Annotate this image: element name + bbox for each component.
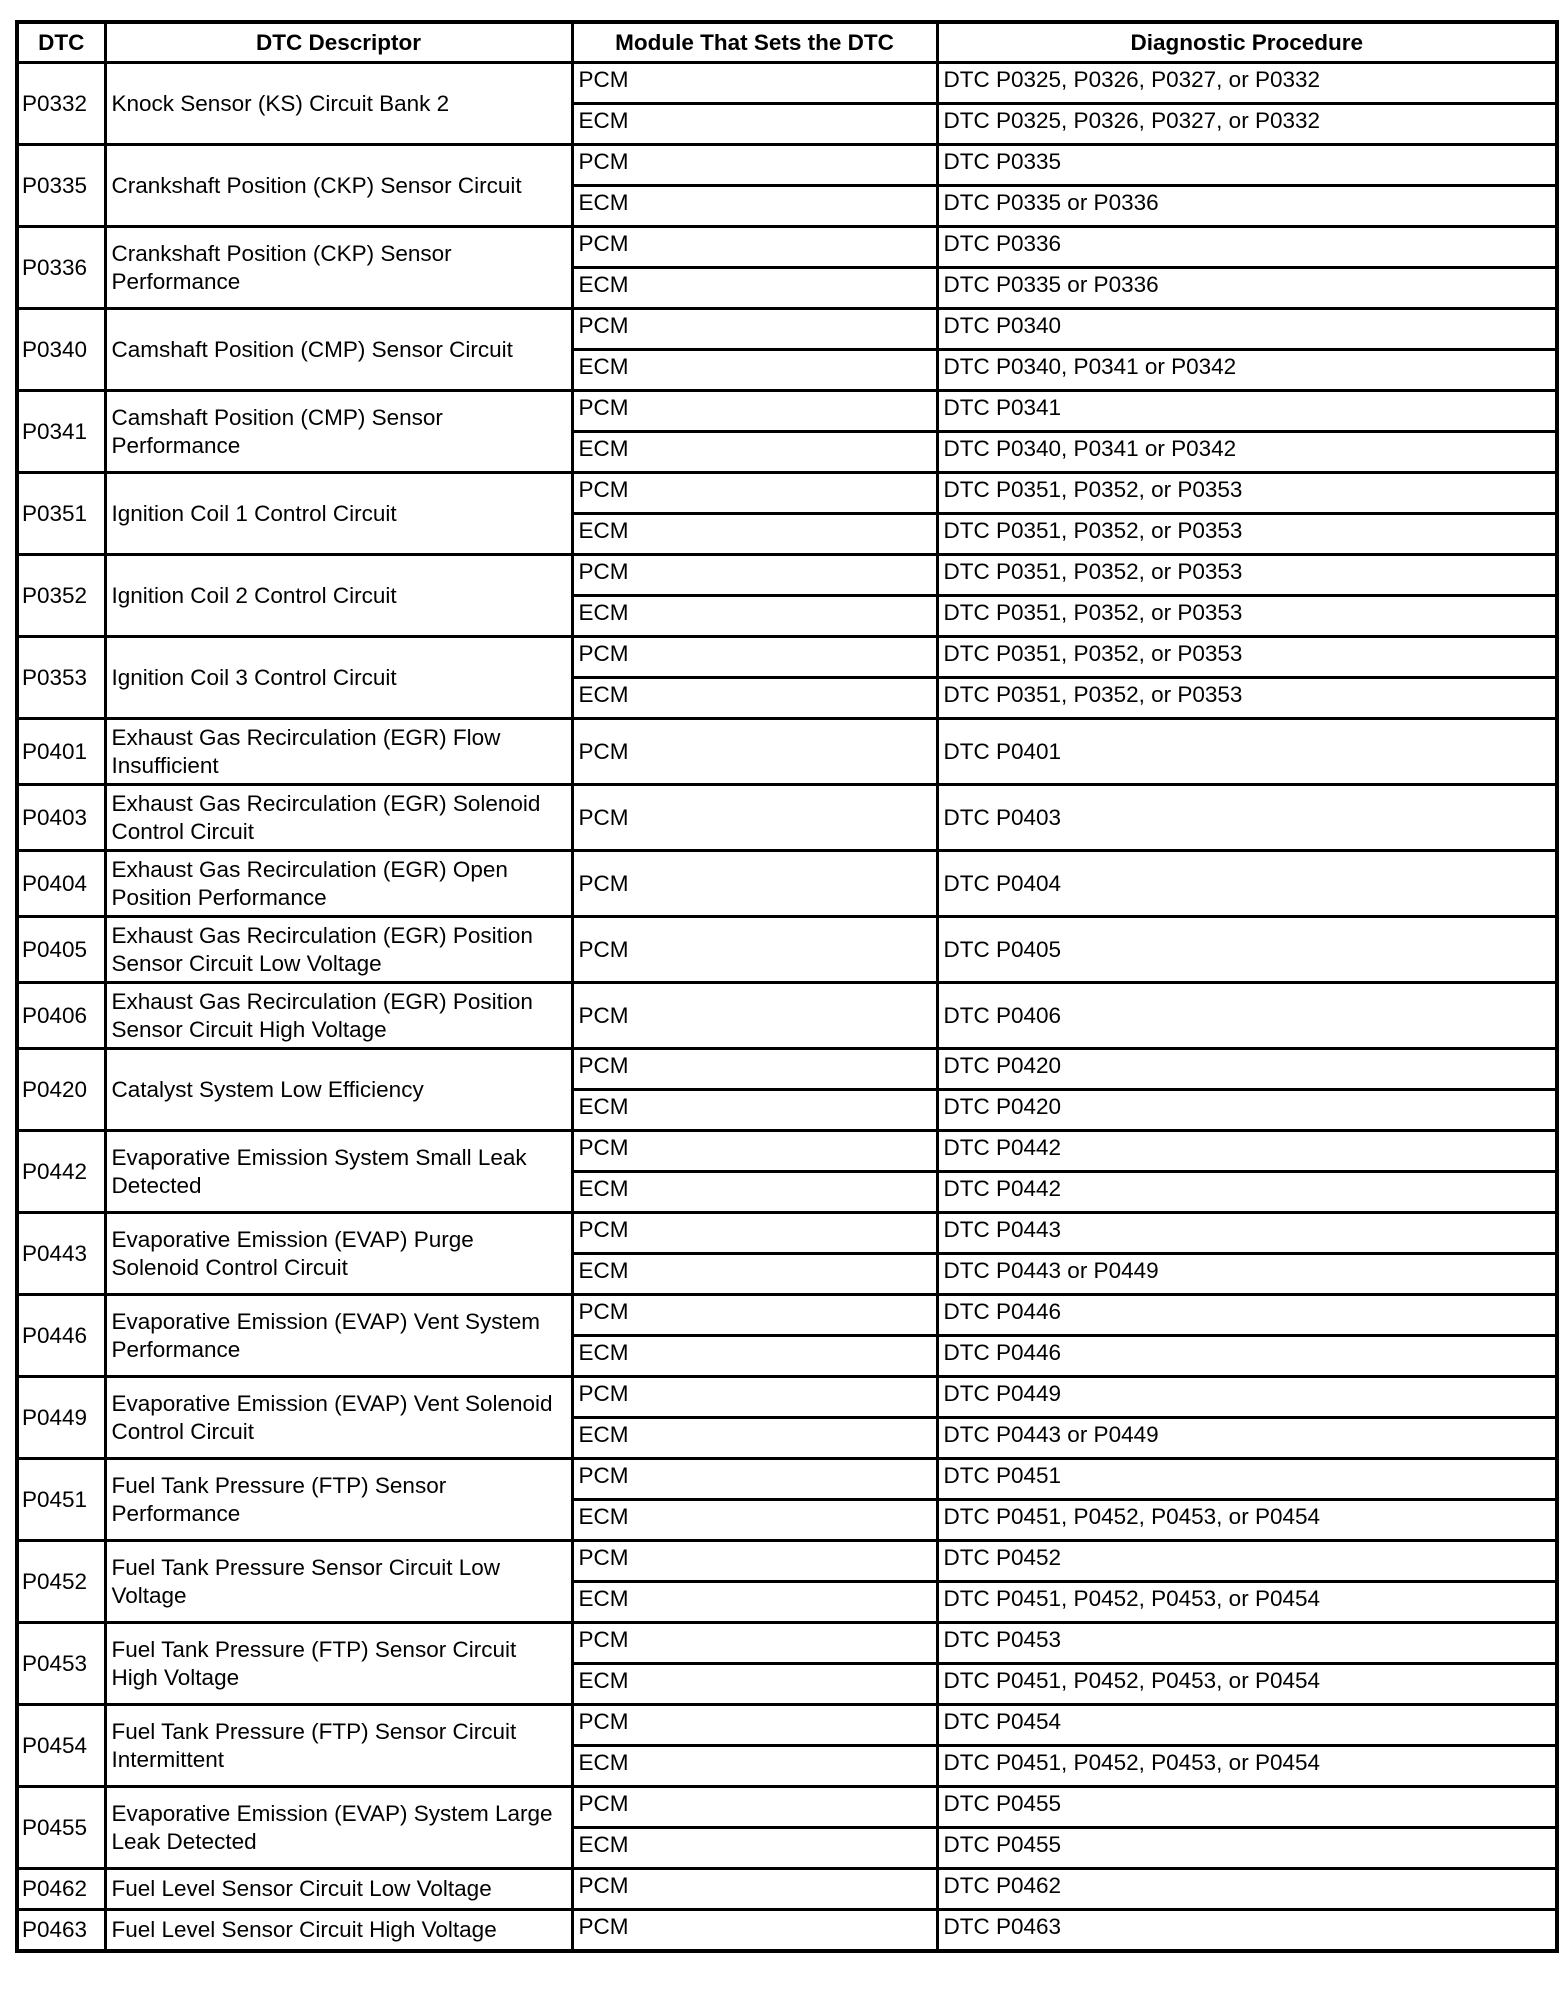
table-row <box>17 145 1557 186</box>
procedure-cell: DTC P0443 <box>937 1213 1557 1254</box>
table-row <box>17 1869 1557 1910</box>
dtc-code: P0462 <box>17 1869 105 1910</box>
dtc-descriptor: Fuel Level Sensor Circuit High Voltage <box>105 1910 572 1952</box>
table-row <box>17 1787 1557 1828</box>
dtc-descriptor: Crankshaft Position (CKP) Sensor Performance <box>105 227 572 309</box>
procedure-cell: DTC P0442 <box>937 1131 1557 1172</box>
procedure-cell: DTC P0451, P0452, P0453, or P0454 <box>937 1746 1557 1787</box>
module-cell: ECM <box>572 1172 937 1213</box>
table-row <box>17 473 1557 514</box>
procedure-cell: DTC P0443 or P0449 <box>937 1254 1557 1295</box>
header-module: Module That Sets the DTC <box>572 22 937 63</box>
module-cell: PCM <box>572 1787 937 1828</box>
dtc-code: P0401 <box>17 719 105 785</box>
dtc-descriptor: Camshaft Position (CMP) Sensor Circuit <box>105 309 572 391</box>
procedure-cell: DTC P0451 <box>937 1459 1557 1500</box>
table-row <box>17 917 1557 983</box>
module-cell: PCM <box>572 1213 937 1254</box>
dtc-code: P0332 <box>17 63 105 145</box>
table-row <box>17 719 1557 785</box>
dtc-descriptor: Exhaust Gas Recirculation (EGR) Position Sensor Circuit High Voltage <box>105 983 572 1049</box>
header-descriptor: DTC Descriptor <box>105 22 572 63</box>
dtc-code: P0351 <box>17 473 105 555</box>
dtc-code: P0452 <box>17 1541 105 1623</box>
dtc-code: P0341 <box>17 391 105 473</box>
table-row <box>17 1705 1557 1746</box>
dtc-code: P0449 <box>17 1377 105 1459</box>
table-row <box>17 983 1557 1049</box>
dtc-descriptor: Exhaust Gas Recirculation (EGR) Solenoid Control Circuit <box>105 785 572 851</box>
module-cell: ECM <box>572 432 937 473</box>
procedure-cell: DTC P0325, P0326, P0327, or P0332 <box>937 104 1557 145</box>
dtc-code: P0455 <box>17 1787 105 1869</box>
procedure-cell: DTC P0404 <box>937 851 1557 917</box>
module-cell: PCM <box>572 473 937 514</box>
procedure-cell: DTC P0351, P0352, or P0353 <box>937 678 1557 719</box>
procedure-cell: DTC P0462 <box>937 1869 1557 1910</box>
dtc-descriptor: Fuel Tank Pressure (FTP) Sensor Performance <box>105 1459 572 1541</box>
procedure-cell: DTC P0443 or P0449 <box>937 1418 1557 1459</box>
dtc-descriptor: Ignition Coil 1 Control Circuit <box>105 473 572 555</box>
procedure-cell: DTC P0442 <box>937 1172 1557 1213</box>
module-cell: PCM <box>572 555 937 596</box>
module-cell: PCM <box>572 1705 937 1746</box>
dtc-descriptor: Ignition Coil 3 Control Circuit <box>105 637 572 719</box>
table-row <box>17 63 1557 104</box>
procedure-cell: DTC P0452 <box>937 1541 1557 1582</box>
module-cell: ECM <box>572 268 937 309</box>
dtc-table <box>15 20 1559 1953</box>
dtc-code: P0404 <box>17 851 105 917</box>
procedure-cell: DTC P0455 <box>937 1787 1557 1828</box>
module-cell: PCM <box>572 1541 937 1582</box>
module-cell: ECM <box>572 1828 937 1869</box>
module-cell: ECM <box>572 1254 937 1295</box>
procedure-cell: DTC P0340, P0341 or P0342 <box>937 350 1557 391</box>
dtc-descriptor: Knock Sensor (KS) Circuit Bank 2 <box>105 63 572 145</box>
procedure-cell: DTC P0351, P0352, or P0353 <box>937 596 1557 637</box>
table-row <box>17 1213 1557 1254</box>
module-cell: ECM <box>572 596 937 637</box>
module-cell: ECM <box>572 514 937 555</box>
module-cell: ECM <box>572 1500 937 1541</box>
dtc-descriptor: Fuel Tank Pressure (FTP) Sensor Circuit Intermittent <box>105 1705 572 1787</box>
table-row <box>17 1623 1557 1664</box>
table-header-row <box>17 22 1557 63</box>
dtc-code: P0446 <box>17 1295 105 1377</box>
procedure-cell: DTC P0336 <box>937 227 1557 268</box>
dtc-code: P0454 <box>17 1705 105 1787</box>
dtc-descriptor: Fuel Tank Pressure (FTP) Sensor Circuit High Voltage <box>105 1623 572 1705</box>
module-cell: ECM <box>572 1582 937 1623</box>
procedure-cell: DTC P0351, P0352, or P0353 <box>937 637 1557 678</box>
module-cell: PCM <box>572 1910 937 1952</box>
table-row <box>17 227 1557 268</box>
module-cell: PCM <box>572 1049 937 1090</box>
procedure-cell: DTC P0403 <box>937 785 1557 851</box>
procedure-cell: DTC P0451, P0452, P0453, or P0454 <box>937 1664 1557 1705</box>
procedure-cell: DTC P0455 <box>937 1828 1557 1869</box>
module-cell: PCM <box>572 1623 937 1664</box>
dtc-code: P0340 <box>17 309 105 391</box>
module-cell: PCM <box>572 1869 937 1910</box>
table-row <box>17 1377 1557 1418</box>
table-row <box>17 391 1557 432</box>
procedure-cell: DTC P0420 <box>937 1090 1557 1131</box>
procedure-cell: DTC P0449 <box>937 1377 1557 1418</box>
dtc-code: P0420 <box>17 1049 105 1131</box>
module-cell: PCM <box>572 1377 937 1418</box>
dtc-code: P0405 <box>17 917 105 983</box>
module-cell: PCM <box>572 1295 937 1336</box>
procedure-cell: DTC P0420 <box>937 1049 1557 1090</box>
procedure-cell: DTC P0451, P0452, P0453, or P0454 <box>937 1582 1557 1623</box>
dtc-descriptor: Exhaust Gas Recirculation (EGR) Position Sensor Circuit Low Voltage <box>105 917 572 983</box>
procedure-cell: DTC P0453 <box>937 1623 1557 1664</box>
procedure-cell: DTC P0454 <box>937 1705 1557 1746</box>
module-cell: PCM <box>572 145 937 186</box>
dtc-descriptor: Exhaust Gas Recirculation (EGR) Flow Insufficient <box>105 719 572 785</box>
dtc-code: P0336 <box>17 227 105 309</box>
table-row <box>17 1459 1557 1500</box>
dtc-descriptor: Evaporative Emission (EVAP) Purge Solenoid Control Circuit <box>105 1213 572 1295</box>
dtc-code: P0335 <box>17 145 105 227</box>
dtc-descriptor: Crankshaft Position (CKP) Sensor Circuit <box>105 145 572 227</box>
dtc-descriptor: Catalyst System Low Efficiency <box>105 1049 572 1131</box>
module-cell: PCM <box>572 917 937 983</box>
module-cell: ECM <box>572 350 937 391</box>
dtc-descriptor: Evaporative Emission (EVAP) Vent Solenoid Control Circuit <box>105 1377 572 1459</box>
procedure-cell: DTC P0446 <box>937 1295 1557 1336</box>
procedure-cell: DTC P0351, P0352, or P0353 <box>937 473 1557 514</box>
dtc-code: P0406 <box>17 983 105 1049</box>
header-dtc: DTC <box>17 22 105 63</box>
dtc-descriptor: Ignition Coil 2 Control Circuit <box>105 555 572 637</box>
module-cell: PCM <box>572 227 937 268</box>
module-cell: ECM <box>572 1746 937 1787</box>
header-procedure: Diagnostic Procedure <box>937 22 1557 63</box>
module-cell: PCM <box>572 391 937 432</box>
dtc-code: P0463 <box>17 1910 105 1952</box>
dtc-descriptor: Evaporative Emission (EVAP) System Large Leak Detected <box>105 1787 572 1869</box>
module-cell: PCM <box>572 785 937 851</box>
procedure-cell: DTC P0451, P0452, P0453, or P0454 <box>937 1500 1557 1541</box>
table-body <box>17 63 1557 1952</box>
module-cell: ECM <box>572 1336 937 1377</box>
dtc-code: P0352 <box>17 555 105 637</box>
table-row <box>17 555 1557 596</box>
procedure-cell: DTC P0340, P0341 or P0342 <box>937 432 1557 473</box>
dtc-code: P0453 <box>17 1623 105 1705</box>
procedure-cell: DTC P0335 or P0336 <box>937 186 1557 227</box>
dtc-code: P0353 <box>17 637 105 719</box>
table-row <box>17 309 1557 350</box>
table-row <box>17 1295 1557 1336</box>
module-cell: ECM <box>572 678 937 719</box>
module-cell: PCM <box>572 851 937 917</box>
dtc-descriptor: Exhaust Gas Recirculation (EGR) Open Position Performance <box>105 851 572 917</box>
procedure-cell: DTC P0446 <box>937 1336 1557 1377</box>
module-cell: PCM <box>572 1459 937 1500</box>
procedure-cell: DTC P0401 <box>937 719 1557 785</box>
dtc-descriptor: Fuel Level Sensor Circuit Low Voltage <box>105 1869 572 1910</box>
dtc-code: P0442 <box>17 1131 105 1213</box>
dtc-descriptor: Camshaft Position (CMP) Sensor Performance <box>105 391 572 473</box>
module-cell: PCM <box>572 719 937 785</box>
module-cell: PCM <box>572 1131 937 1172</box>
dtc-code: P0403 <box>17 785 105 851</box>
table-row <box>17 1049 1557 1090</box>
module-cell: ECM <box>572 1664 937 1705</box>
dtc-code: P0451 <box>17 1459 105 1541</box>
procedure-cell: DTC P0340 <box>937 309 1557 350</box>
procedure-cell: DTC P0325, P0326, P0327, or P0332 <box>937 63 1557 104</box>
procedure-cell: DTC P0405 <box>937 917 1557 983</box>
procedure-cell: DTC P0335 <box>937 145 1557 186</box>
procedure-cell: DTC P0351, P0352, or P0353 <box>937 555 1557 596</box>
module-cell: ECM <box>572 186 937 227</box>
table-row <box>17 1131 1557 1172</box>
procedure-cell: DTC P0406 <box>937 983 1557 1049</box>
table-row <box>17 851 1557 917</box>
dtc-descriptor: Fuel Tank Pressure Sensor Circuit Low Voltage <box>105 1541 572 1623</box>
table-row <box>17 785 1557 851</box>
module-cell: ECM <box>572 1090 937 1131</box>
procedure-cell: DTC P0463 <box>937 1910 1557 1952</box>
dtc-descriptor: Evaporative Emission System Small Leak Detected <box>105 1131 572 1213</box>
module-cell: PCM <box>572 309 937 350</box>
module-cell: PCM <box>572 637 937 678</box>
table-row <box>17 637 1557 678</box>
dtc-descriptor: Evaporative Emission (EVAP) Vent System Performance <box>105 1295 572 1377</box>
procedure-cell: DTC P0335 or P0336 <box>937 268 1557 309</box>
module-cell: PCM <box>572 983 937 1049</box>
module-cell: PCM <box>572 63 937 104</box>
table-row <box>17 1910 1557 1952</box>
procedure-cell: DTC P0341 <box>937 391 1557 432</box>
module-cell: ECM <box>572 1418 937 1459</box>
table-row <box>17 1541 1557 1582</box>
procedure-cell: DTC P0351, P0352, or P0353 <box>937 514 1557 555</box>
dtc-code: P0443 <box>17 1213 105 1295</box>
module-cell: ECM <box>572 104 937 145</box>
